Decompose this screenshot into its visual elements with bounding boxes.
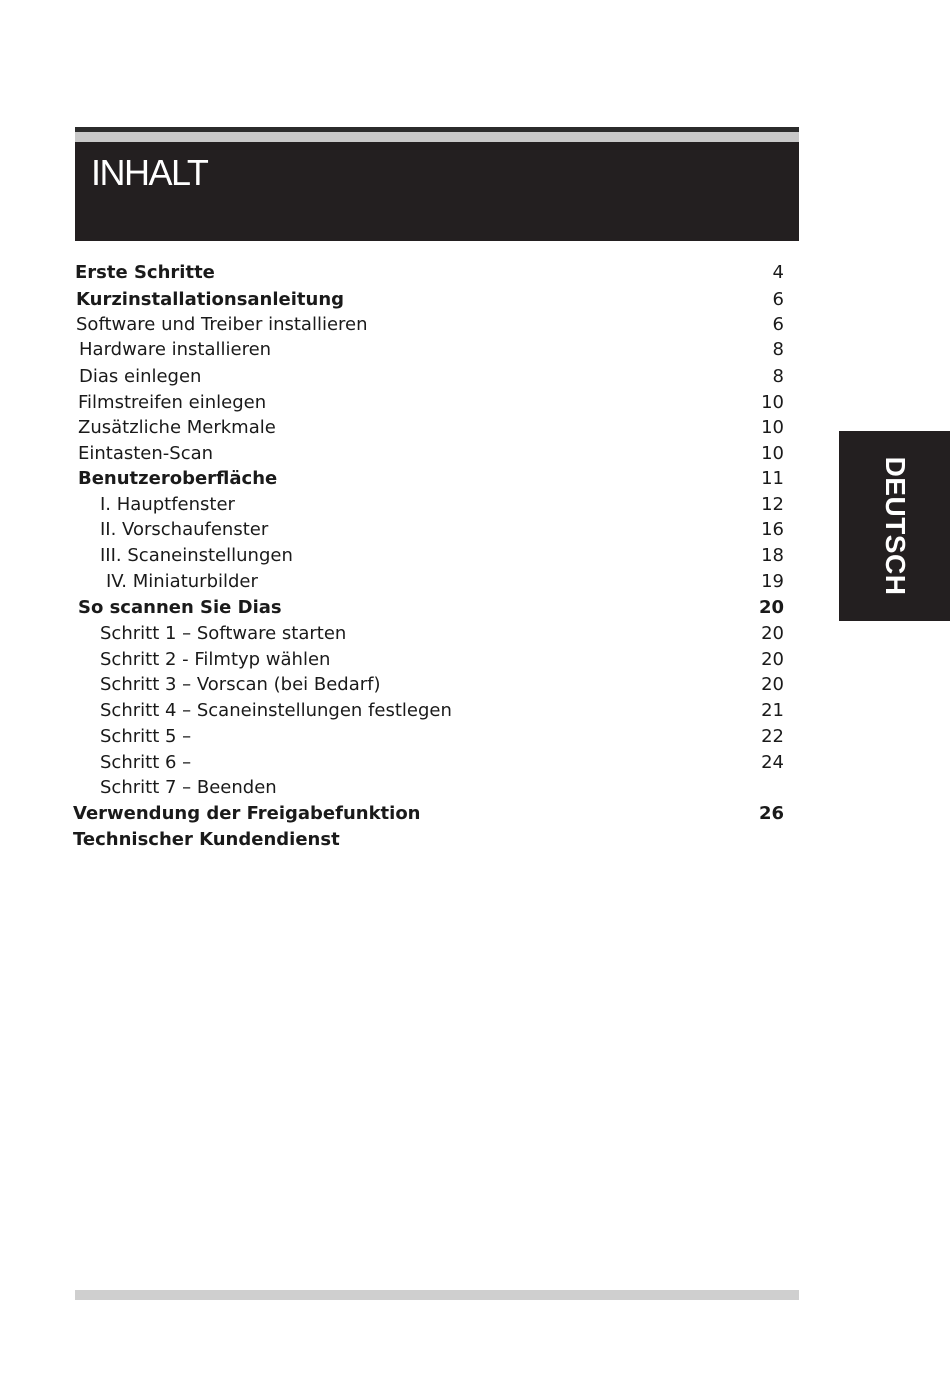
toc-entry-dias-einlegen[interactable] — [0, 364, 950, 390]
toc-entry-scaneinstellungen[interactable] — [0, 543, 950, 569]
toc-entry-page: 20 — [761, 623, 784, 644]
toc-entry-so-scannen[interactable] — [0, 595, 950, 621]
toc-entry-schritt-7[interactable] — [0, 775, 950, 801]
toc-entry-zusaetzliche-merkmale[interactable] — [0, 415, 950, 441]
toc-entry-title: Kurzinstallationsanleitung — [76, 289, 345, 310]
toc-entry-title: Filmstreifen einlegen — [78, 392, 267, 413]
toc-entry-hauptfenster[interactable] — [0, 492, 950, 518]
toc-entry-page: 18 — [761, 545, 784, 566]
toc-entry-vorschaufenster[interactable] — [0, 517, 950, 543]
toc-entry-title: IV. Miniaturbilder — [106, 571, 258, 592]
footer-rule — [75, 1290, 799, 1300]
toc-entry-page: 26 — [758, 803, 784, 824]
toc-entry-page: 20 — [761, 649, 784, 670]
toc-entry-schritt-4[interactable] — [0, 698, 950, 724]
toc-entry-title: Schritt 6 – — [100, 752, 192, 773]
toc-entry-page: 11 — [761, 468, 784, 489]
toc-entry-title: Schritt 5 – — [100, 726, 192, 747]
toc-entry-schritt-2[interactable] — [0, 647, 950, 673]
toc-entry-software-treiber[interactable] — [0, 312, 950, 338]
toc-entry-title: Schritt 3 – Vorscan (bei Bedarf) — [100, 674, 381, 695]
toc-entry-page: 8 — [772, 366, 784, 387]
toc-entry-title: Benutzeroberfläche — [78, 468, 278, 489]
toc-entry-title: Eintasten-Scan — [78, 443, 214, 464]
toc-entry-schritt-3[interactable] — [0, 672, 950, 698]
toc-entry-page: 19 — [761, 571, 784, 592]
toc-entry-page: 4 — [772, 262, 784, 283]
toc-entry-page: 10 — [761, 417, 784, 438]
toc-entry-hardware[interactable] — [0, 337, 950, 363]
toc-entry-benutzeroberflaeche[interactable] — [0, 466, 950, 492]
toc-entry-title: III. Scaneinstellungen — [100, 545, 293, 566]
toc-entry-title: Schritt 2 - Filmtyp wählen — [100, 649, 331, 670]
toc-entry-title: Dias einlegen — [79, 366, 202, 387]
toc-entry-schritt-6[interactable] — [0, 750, 950, 776]
top-rule-light — [75, 132, 799, 142]
toc-entry-freigabefunktion[interactable] — [0, 801, 950, 827]
toc-entry-filmstreifen[interactable] — [0, 390, 950, 416]
toc-entry-title: Zusätzliche Merkmale — [78, 417, 276, 438]
toc-entry-title: II. Vorschaufenster — [100, 519, 269, 540]
toc-entry-page: 8 — [772, 339, 784, 360]
toc-entry-schritt-1[interactable] — [0, 621, 950, 647]
toc-entry-page: 6 — [772, 289, 784, 310]
page-title: INHALT — [91, 152, 208, 193]
toc-entry-page: 20 — [761, 674, 784, 695]
toc-entry-title: Hardware installieren — [79, 339, 272, 360]
toc-entry-page: 22 — [761, 726, 784, 747]
toc-entry-title: So scannen Sie Dias — [78, 597, 282, 618]
language-tab-label: DEUTSCH — [879, 456, 911, 596]
toc-entry-title: Schritt 4 – Scaneinstellungen festlegen — [100, 700, 452, 721]
toc-entry-kundendienst[interactable] — [0, 827, 950, 853]
toc-entry-eintasten-scan[interactable] — [0, 441, 950, 467]
toc-entry-title: Verwendung der Freigabefunktion — [73, 803, 421, 824]
toc-entry-page: 16 — [761, 519, 784, 540]
toc-entry-page: 24 — [761, 752, 784, 773]
toc-entry-title: I. Hauptfenster — [100, 494, 235, 515]
toc-entry-page: 20 — [758, 597, 784, 618]
toc-entry-erste-schritte[interactable] — [0, 260, 950, 286]
toc-entry-schritt-5[interactable] — [0, 724, 950, 750]
header-band — [75, 142, 799, 241]
toc-entry-kurzinstallation[interactable] — [0, 287, 950, 313]
toc-entry-title: Technischer Kundendienst — [73, 829, 340, 850]
toc-entry-page: 10 — [761, 443, 784, 464]
toc-entry-page: 12 — [761, 494, 784, 515]
toc-entry-page: 6 — [772, 314, 784, 335]
toc-entry-title: Erste Schritte — [75, 262, 215, 283]
toc-entry-page: 10 — [761, 392, 784, 413]
toc-entry-page: 21 — [761, 700, 784, 721]
toc-entry-title: Schritt 1 – Software starten — [100, 623, 347, 644]
toc-entry-title: Schritt 7 – Beenden — [100, 777, 277, 798]
toc-entry-miniaturbilder[interactable] — [0, 569, 950, 595]
toc-entry-title: Software und Treiber installieren — [76, 314, 368, 335]
